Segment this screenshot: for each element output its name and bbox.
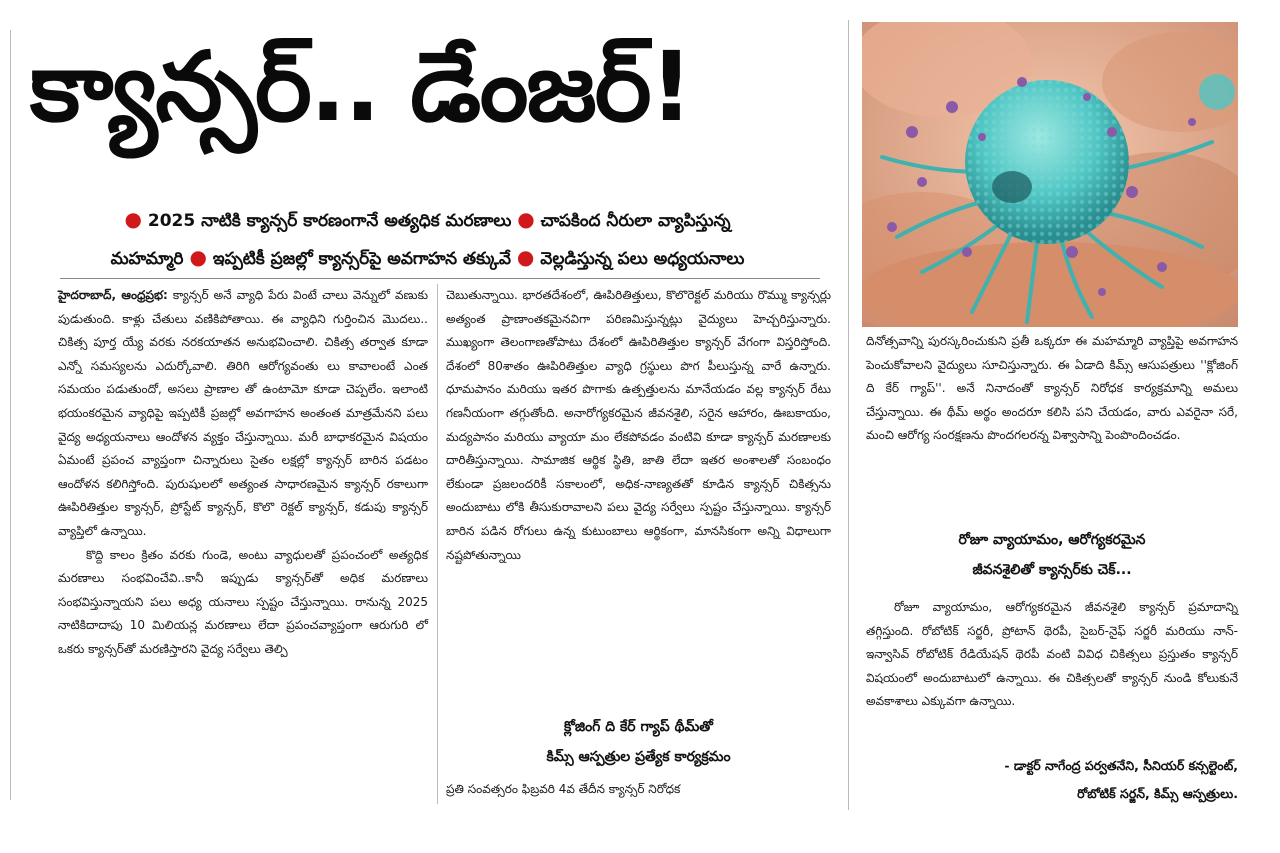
headline: క్యాన్సర్.. డేంజర్!	[30, 31, 692, 143]
subheading-line-2: కిమ్స్ ఆస్పత్రుల ప్రత్యేక కార్యక్రమం	[546, 749, 731, 765]
deck-divider	[60, 278, 820, 279]
paragraph-text: క్యాన్సర్ అనే వ్యాధి పేరు వింటే చాలు వెన్నులో వణుకు పుడుతుంది. కాళ్లు చేతులు వణికిపోతాయి. ఈ వ్యాధిని గుర్తించిన మొదలు.. చికిత్స పూర్త య్యే వరకు నరకయాతన అనుభవించాలి. చికిత్స తర్వాత కూడా ఎన్నో సమస్యలను ఎదుర్కోవాలి. తిరిగి ఆరోగ్యవంతు లు కావాలంటే ఎంత సమయం పడుతుందో, అసలు ప్రాణాల తో ఉంటామో కూడా చెప్పలేం. ఇలాంటి భయంకరమైన వ్యాధిపై ఇప్పటికీ ప్రజల్లో అవగాహన అంతంత మాత్రమేనని పలు వైద్య అధ్యయనాలు ఆందోళన వ్యక్తం చేస్తున్నాయి. మరీ బాధాకరమైన విషయం ఏమంటే ప్రపంచ వ్యాప్తంగా చిన్నారులు సైతం లక్షల్లో క్యాన్సర్ బారిన పడటం ఆందోళన కలిగిస్తోంది. పురుషులలో అత్యంత సాధారణమైన క్యాన్సర్ రకాలుగా ఊపిరితిత్తుల క్యాన్సర్, ప్రోస్టేట్ క్యాన్సర్, కొలొ రెక్టల్ క్యాన్సర్, కడుపు క్యాన్సర్ వ్యాప్తిలో ఉన్నాయి.	[58, 288, 428, 538]
deck-line-1	[30, 200, 825, 238]
paragraph: చెబుతున్నాయి. భారతదేశంలో, ఊపిరితిత్తులు, కొలొరెక్టల్ మరియు రొమ్ము క్యాన్సర్లు అత్యంత ప్రాణాంతకమైనవిగా పరిణమిస్తున్నట్లు వైద్యులు హెచ్చరిస్తున్నారు. ముఖ్యంగా తెలంగాణతోపాటు దేశంలో ఊపిరితిత్తుల క్యాన్సర్ వేగంగా విస్తరిస్తోంది. దేశంలో 80శాతం ఊపిరితిత్తుల వ్యాధి గ్రస్థులు పొగ పీలుస్తున్న వారే ఉన్నారు. ధూమపానం మరియు ఇతర పొగాకు ఉత్పత్తులను మానేయడం వల్ల క్యాన్సర్ రేటు గణనీయంగా తగ్గుతోంది. అనారోగ్యకరమైన జీవనశైలి, సరైన ఆహారం, ఊబకాయం, మద్యపానం మరియు వ్యాయా మం లేకపోవడం వంటివి కూడా క్యాన్సర్ మరణాలకు దారితీస్తున్నాయి. సామాజిక ఆర్థిక స్థితి, జాతి లేదా ఇతర అంశాలతో సంబంధం లేకుండా ప్రజలందరికీ సకాలంలో, అధిక-నాణ్యతతో కూడిన క్యాన్సర్ చికిత్సను అందుబాటు లోకి తీసుకురావాలని పలు వైద్య సర్వేలు స్పష్టం చేస్తున్నాయి. క్యాన్సర్ బారిన పడిన రోగులు ఉన్న కుటుంబాలు ఆర్థికంగా, మానసికంగా అన్ని విధాలుగా నష్టపోతున్నాయి	[446, 288, 831, 562]
deck-point-4: వెల్లడిస్తున్న పలు అధ్యయనాలు	[540, 249, 745, 269]
article-column-2-continued	[446, 778, 831, 802]
column-divider-2	[848, 20, 849, 810]
byline	[866, 752, 1238, 808]
bullet-icon: ●	[516, 245, 535, 269]
bullet-icon: ●	[124, 207, 142, 231]
subheading-line-1: క్లోజింగ్ ది కేర్ గ్యాప్ థీమ్‌తో	[564, 719, 713, 735]
page-edge-rule	[10, 30, 11, 800]
article-column-3	[866, 330, 1238, 448]
deck-point-3: ఇప్పటికీ ప్రజల్లో క్యాన్సర్‌పై అవగాహన తక్కువే	[212, 249, 511, 269]
cancer-cell-photo	[862, 22, 1238, 327]
bullet-icon: ●	[189, 245, 207, 269]
subheading-kims	[446, 712, 831, 772]
bullet-icon: ●	[517, 207, 535, 231]
deck-point-1: 2025 నాటికి క్యాన్సర్ కారణంగానే అత్యధిక మరణాలు	[147, 211, 512, 231]
article-column-3-continued	[866, 596, 1238, 714]
paragraph: ప్రతి సంవత్సరం ఫిబ్రవరి 4వ తేదీన క్యాన్సర్ నిరోధక	[446, 782, 681, 796]
deck	[30, 200, 825, 276]
cancer-cell-image	[862, 22, 1238, 327]
byline-line-2: రోబోటిక్ సర్జన్, కిమ్స్ ఆస్పత్రులు.	[1077, 786, 1238, 801]
paragraph	[58, 284, 428, 544]
article-column-1	[58, 284, 428, 662]
column-divider-1	[437, 284, 438, 804]
subheading-line-1: రోజూ వ్యాయామం, ఆరోగ్యకరమైన	[958, 532, 1146, 548]
deck-point-2a: చాపకింద నీరులా వ్యాపిస్తున్న	[540, 211, 731, 231]
paragraph: కొద్ది కాలం క్రితం వరకు గుండె, అంటు వ్యాధులతో ప్రపంచంలో అత్యధిక మరణాలు సంభవించేవి..కానీ ఇప్పుడు క్యాన్సర్‌తో అధిక మరణాలు సంభవిస్తున్నాయని పలు అధ్య యనాలు స్పష్టం చేస్తున్నాయి. రానున్న 2025 నాటికిదాదాపు 10 మిలియన్ల మరణాలు లేదా ప్రపంచవ్యాప్తంగా ఆరుగురి లో ఒకరు క్యాన్సర్‌తో మరణిస్తారని వైద్య సర్వేలు తెల్పి	[58, 547, 428, 656]
byline-line-1: - డాక్టర్ నాగేంద్ర పర్వతనేని, సీనియర్ కన్సల్టెంట్,	[1004, 758, 1238, 773]
subheading-line-2: జీవనశైలితో క్యాన్సర్‌కు చెక్...	[972, 562, 1132, 578]
paragraph: దినోత్సవాన్ని పురస్కరించుకుని ప్రతీ ఒక్కరూ ఈ మహమ్మారి వ్యాప్తిపై అవగాహన పెంచుకోవాలని వైద్యులు సూచిస్తున్నారు. ఈ ఏడాది కిమ్స్ ఆసుపత్రులు ''క్లోజింగ్ ది కేర్ గ్యాప్''. అనే నినాదంతో క్యాన్సర్ నిరోధక కార్యక్రమాన్ని అమలు చేస్తున్నాయి. ఈ థీమ్ అర్థం అందరూ కలిసి పని చేయడం, వారు ఎవరైనా సరే, మంచి ఆరోగ్య సంరక్షణను పొందగలరన్న విశ్వాసాన్ని పెంపొందించడం.	[866, 334, 1238, 443]
deck-line-2	[30, 238, 825, 276]
dateline: హైదరాబాద్, ఆంధ్రప్రభ:	[58, 288, 168, 302]
article-column-2	[446, 284, 831, 567]
paragraph: రోజూ వ్యాయామం, ఆరోగ్యకరమైన జీవనశైలి క్యాన్సర్ ప్రమాదాన్ని తగ్గిస్తుంది. రోబోటిక్ సర్జరీ, ప్రోటాన్ థెరపీ, సైబర్-నైఫ్ సర్జరీ మరియు నాన్-ఇన్వాసివ్ రోబోటిక్ రేడియేషన్ థెరపీ వంటి వివిధ చికిత్సలు ప్రస్తుతం క్యాన్సర్ విషయంలో అందుబాటులో ఉన్నాయి. ఈ చికిత్సలతో క్యాన్సర్ నుండి కోలుకునే అవకాశాలు ఎక్కువగా ఉన్నాయి.	[866, 600, 1238, 709]
subheading-exercise	[866, 525, 1238, 585]
deck-point-2b: మహమ్మారి	[110, 249, 184, 269]
